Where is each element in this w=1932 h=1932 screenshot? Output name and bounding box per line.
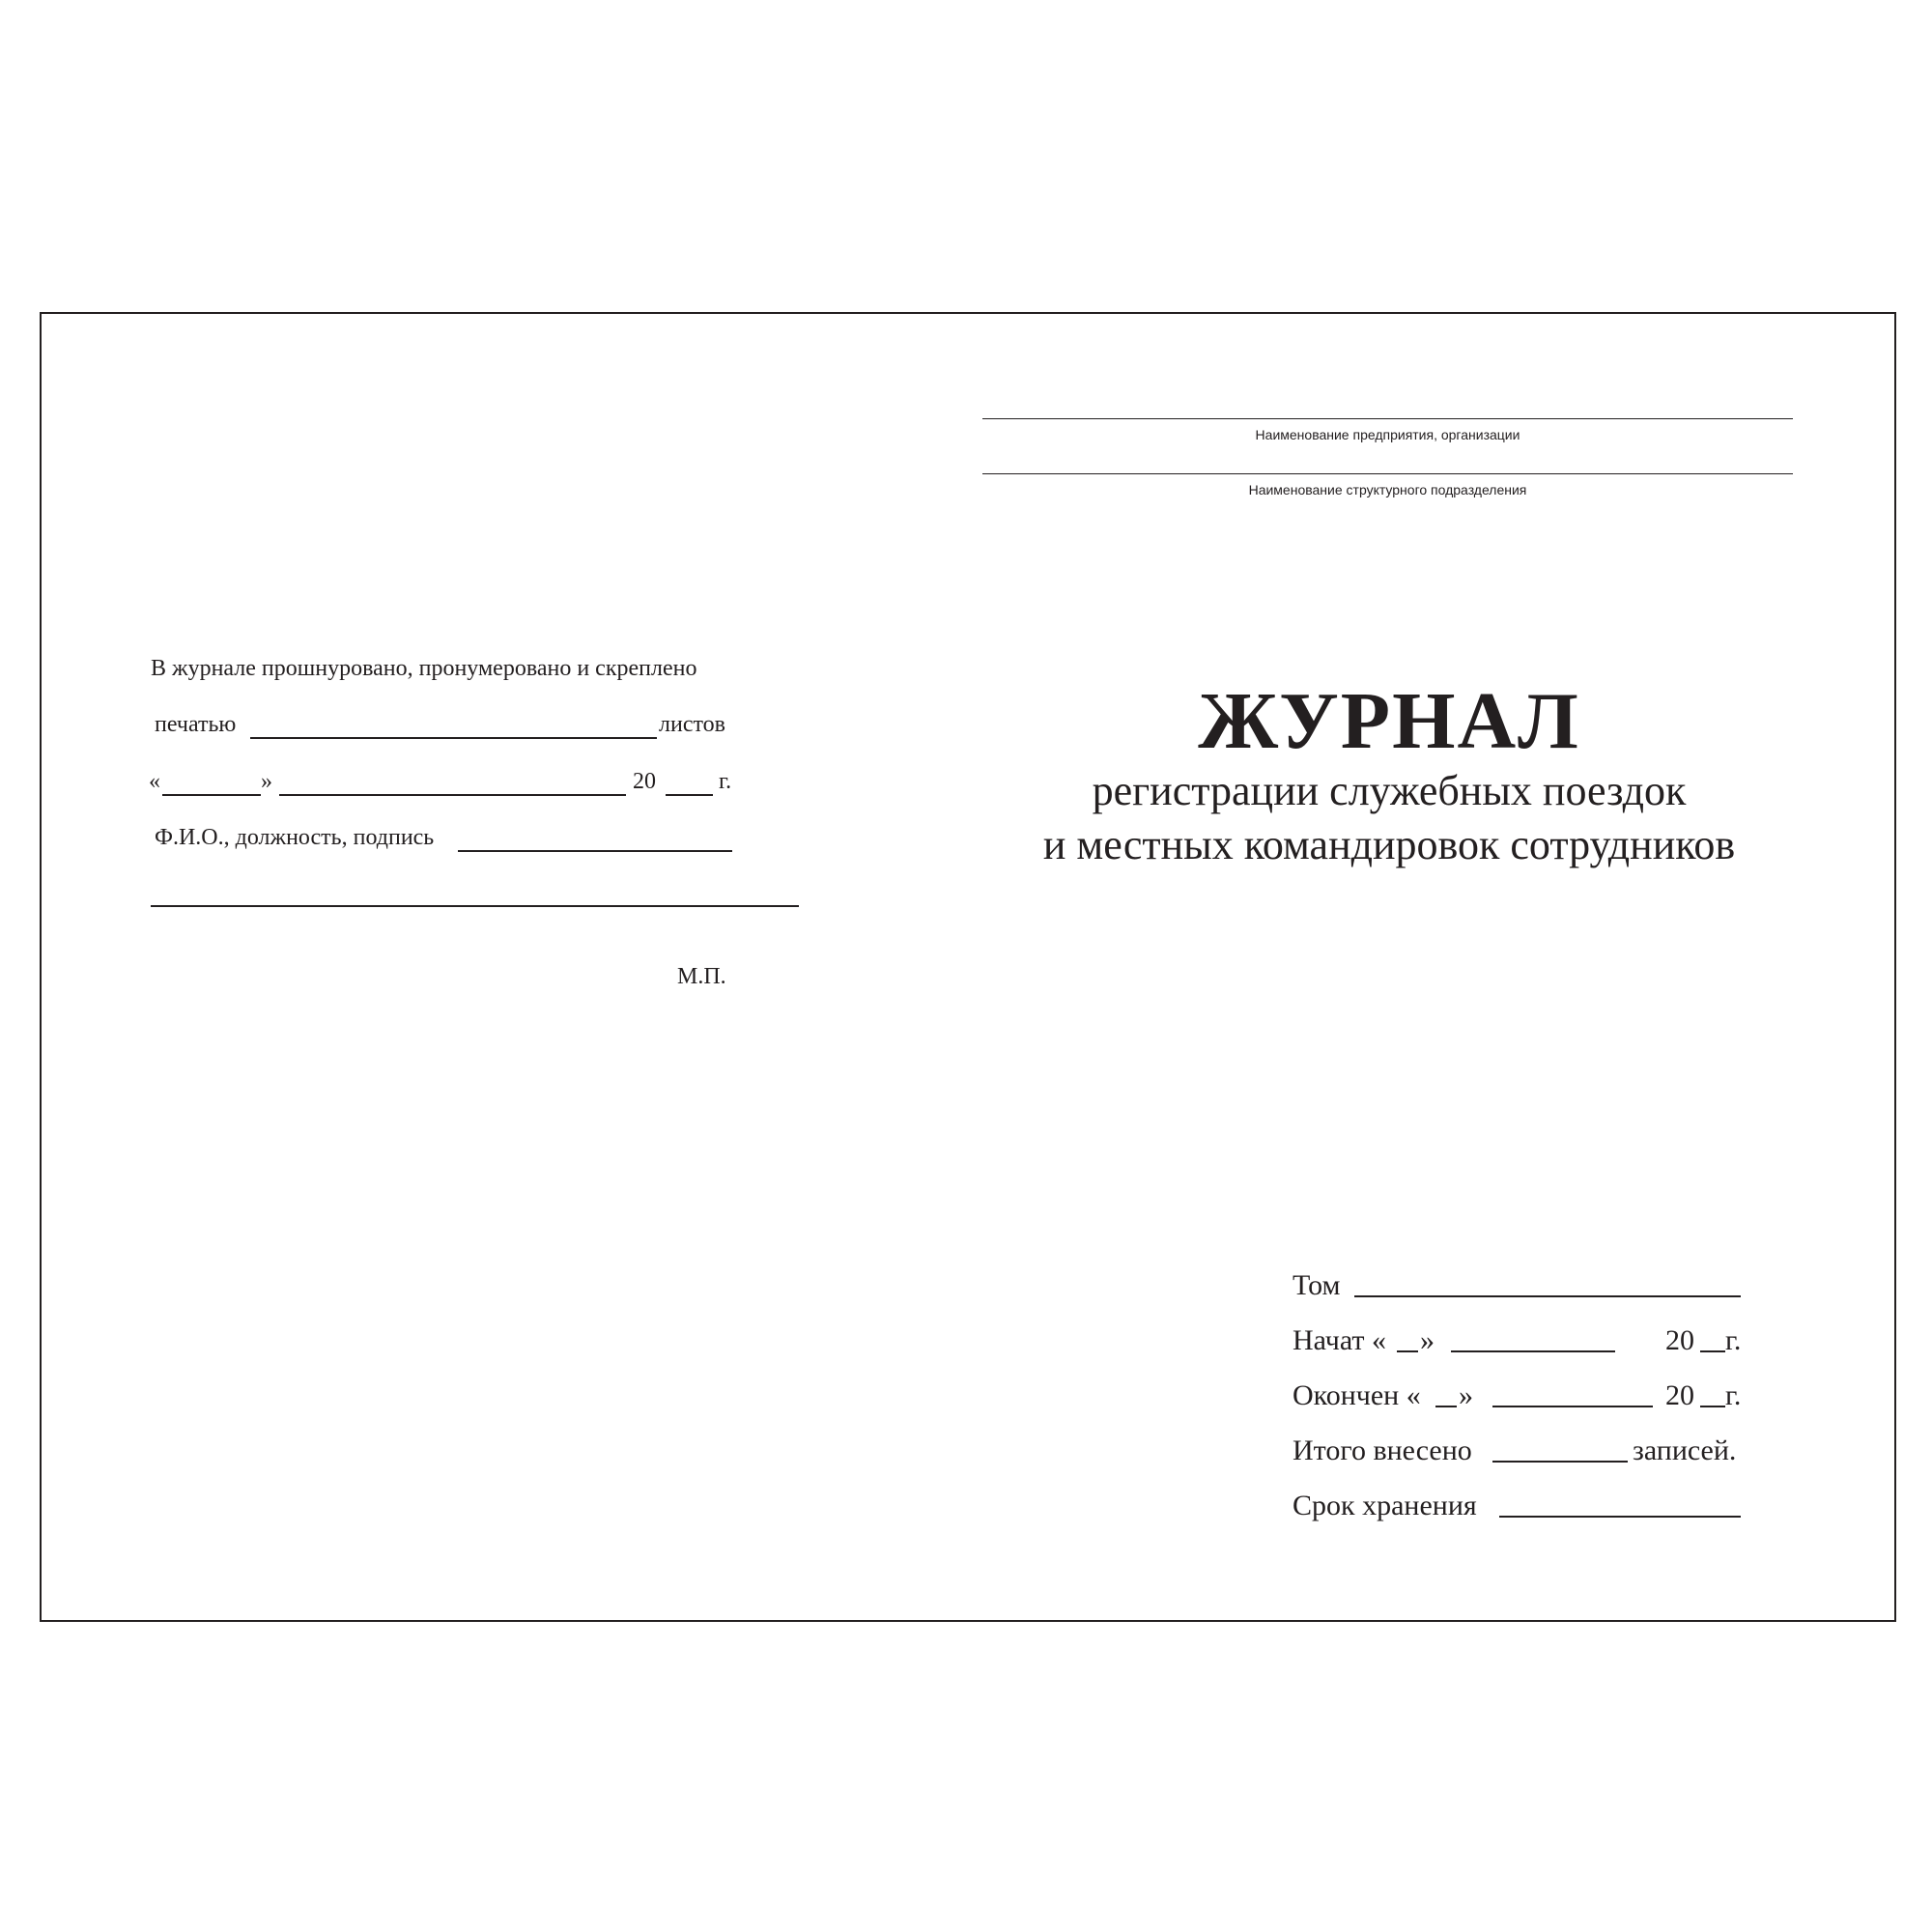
year-prefix: 20 [633, 769, 656, 794]
certification-text: В журнале прошнуровано, пронумеровано и скреплено [151, 656, 697, 681]
started-day-line[interactable] [1397, 1350, 1418, 1352]
sheets-count-line[interactable] [250, 737, 657, 739]
journal-title: ЖУРНАЛ [1198, 676, 1580, 766]
journal-subtitle-line2: и местных командировок сотрудников [1042, 821, 1736, 868]
day-line[interactable] [162, 794, 261, 796]
records-label: записей. [1633, 1435, 1737, 1466]
total-records-line[interactable] [1492, 1461, 1628, 1463]
dept-name-line[interactable] [982, 473, 1793, 474]
total-records-label: Итого внесено [1293, 1435, 1472, 1466]
org-name-caption: Наименование предприятия, организации [1255, 427, 1520, 442]
fio-label: Ф.И.О., должность, подпись [155, 825, 435, 850]
year-suffix: г. [719, 769, 732, 794]
started-quote-close: » [1420, 1324, 1435, 1356]
ended-year-suffix: г. [1725, 1379, 1742, 1411]
journal-subtitle-line1: регистрации служебных поездок [1092, 767, 1687, 814]
started-label: Начат « [1293, 1324, 1387, 1356]
seal-label: печатью [155, 712, 237, 737]
dept-name-caption: Наименование структурного подразделения [1248, 482, 1527, 497]
year-line[interactable] [666, 794, 713, 796]
ended-month-line[interactable] [1492, 1406, 1653, 1407]
ended-day-line[interactable] [1435, 1406, 1457, 1407]
ended-label: Окончен « [1293, 1379, 1421, 1411]
fio-continuation-line[interactable] [151, 905, 799, 907]
month-line[interactable] [279, 794, 626, 796]
sheets-label: листов [659, 712, 725, 737]
fio-line[interactable] [458, 850, 732, 852]
retention-label: Срок хранения [1293, 1490, 1477, 1521]
stamp-place-label: М.П. [677, 964, 726, 989]
started-year-line[interactable] [1700, 1350, 1725, 1352]
started-month-line[interactable] [1451, 1350, 1615, 1352]
org-name-line[interactable] [982, 418, 1793, 419]
ended-quote-close: » [1459, 1379, 1473, 1411]
started-year-suffix: г. [1725, 1324, 1742, 1356]
started-year-prefix: 20 [1665, 1324, 1694, 1356]
volume-label: Том [1293, 1269, 1341, 1301]
ended-year-line[interactable] [1700, 1406, 1725, 1407]
volume-line[interactable] [1354, 1295, 1741, 1297]
ended-year-prefix: 20 [1665, 1379, 1694, 1411]
retention-line[interactable] [1499, 1516, 1741, 1518]
journal-cover-spread [40, 312, 1896, 1622]
date-quote-close: » [261, 769, 272, 794]
date-quote-open: « [149, 769, 160, 794]
